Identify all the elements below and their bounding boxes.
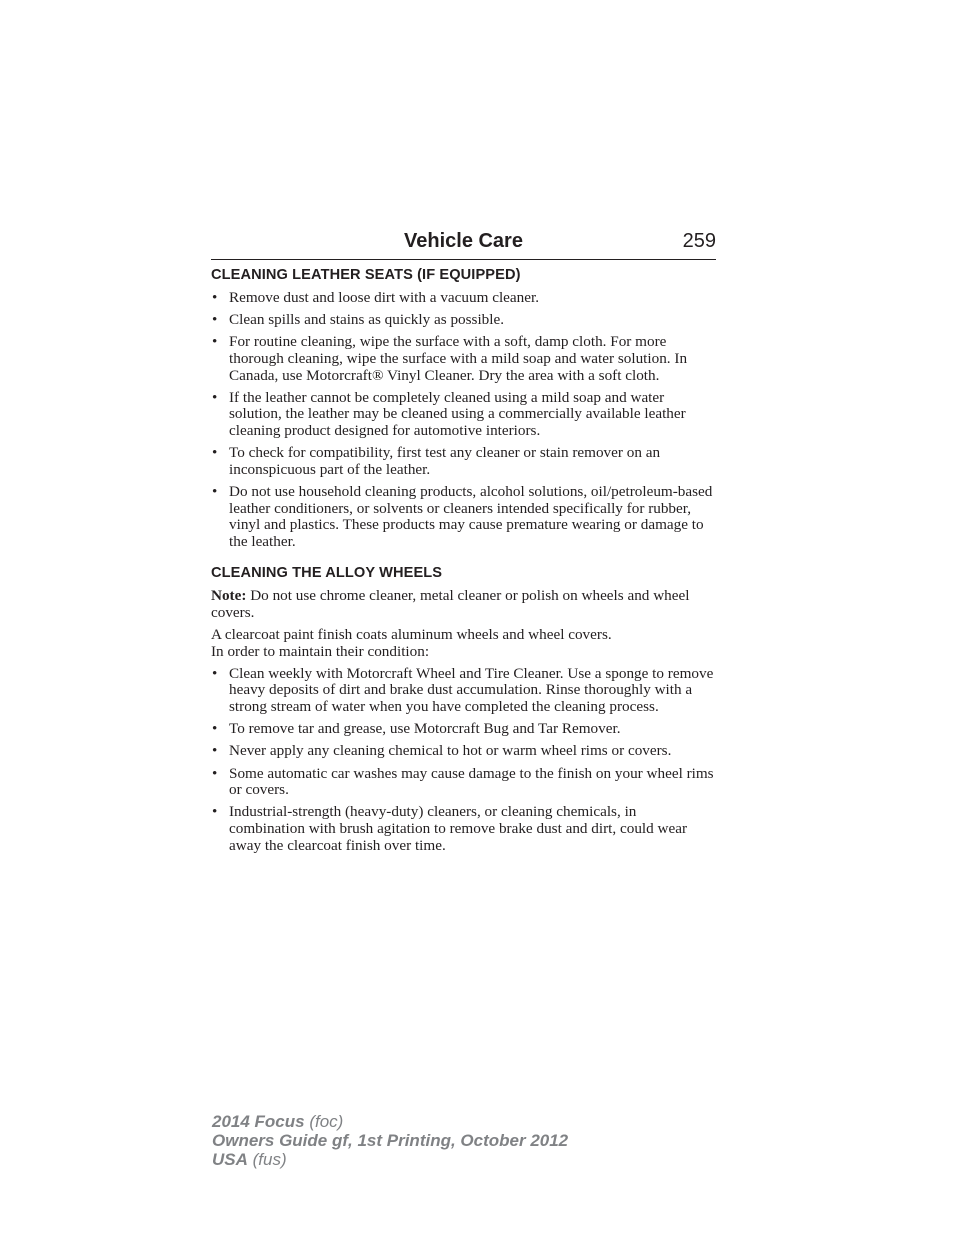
list-item: • To check for compatibility, first test any cleaner or stain remover on an inconspicuous part of the leather. xyxy=(211,445,716,478)
page-header xyxy=(211,228,716,260)
footer-market: USA xyxy=(212,1150,248,1169)
page-content xyxy=(211,266,716,860)
list-item: • Never apply any cleaning chemical to hot or warm wheel rims or covers. xyxy=(211,743,716,760)
section-title: Vehicle Care xyxy=(404,230,523,252)
footer-model-code: (foc) xyxy=(309,1112,344,1131)
alloy-wheels-list xyxy=(211,666,716,854)
list-item: • Industrial-strength (heavy-duty) cleaners, or cleaning chemicals, in combination with brush agitation to remove brake dust and dirt, could wear away the clearcoat finish over time. xyxy=(211,804,716,854)
footer-guide: Owners Guide gf, 1st Printing, October 2012 xyxy=(212,1131,569,1150)
footer-model: 2014 Focus xyxy=(212,1112,305,1131)
leather-seats-list xyxy=(211,290,716,550)
intro-line-2: In order to maintain their condition: xyxy=(211,642,430,660)
list-item: • Do not use household cleaning products, alcohol solutions, oil/petroleum-based leather conditioners, or solvents or cleaners intended specifically for rubber, vinyl and plastics. These products may cause premature wearing or damage to the leather. xyxy=(211,484,716,550)
footer-market-code: (fus) xyxy=(252,1150,287,1169)
intro-paragraph xyxy=(211,627,716,660)
list-item: • Clean spills and stains as quickly as possible. xyxy=(211,312,716,329)
alloy-wheels-heading: CLEANING THE ALLOY WHEELS xyxy=(211,565,443,582)
intro-line-1: A clearcoat paint finish coats aluminum wheels and wheel covers. xyxy=(211,626,612,644)
list-item: • If the leather cannot be completely cleaned using a mild soap and water solution, the leather may be cleaned using a commercially available leather cleaning product designed for automotive interiors. xyxy=(211,390,716,440)
list-item: • Clean weekly with Motorcraft Wheel and Tire Cleaner. Use a sponge to remove heavy deposits of dirt and brake dust accumulation. Rinse thoroughly with a strong stream of water when you have completed the cleaning process. xyxy=(211,666,716,716)
leather-seats-heading: CLEANING LEATHER SEATS (IF EQUIPPED) xyxy=(211,267,521,283)
note-paragraph xyxy=(211,588,716,621)
page-footer xyxy=(212,1112,568,1169)
note-label: Note: xyxy=(211,587,247,605)
footer-model-line xyxy=(212,1112,568,1131)
note-text: Do not use chrome cleaner, metal cleaner or polish on wheels and wheel covers. xyxy=(211,587,690,621)
footer-market-line xyxy=(212,1150,568,1169)
list-item: • To remove tar and grease, use Motorcraft Bug and Tar Remover. xyxy=(211,721,716,738)
list-item: • Some automatic car washes may cause damage to the finish on your wheel rims or covers. xyxy=(211,766,716,799)
list-item: • Remove dust and loose dirt with a vacuum cleaner. xyxy=(211,290,716,307)
list-item: • For routine cleaning, wipe the surface with a soft, damp cloth. For more thorough cleaning, wipe the surface with a mild soap and water solution. In Canada, use Motorcraft® Vinyl Cleaner. Dry the area with a soft cloth. xyxy=(211,334,716,384)
page-number: 259 xyxy=(682,230,716,252)
